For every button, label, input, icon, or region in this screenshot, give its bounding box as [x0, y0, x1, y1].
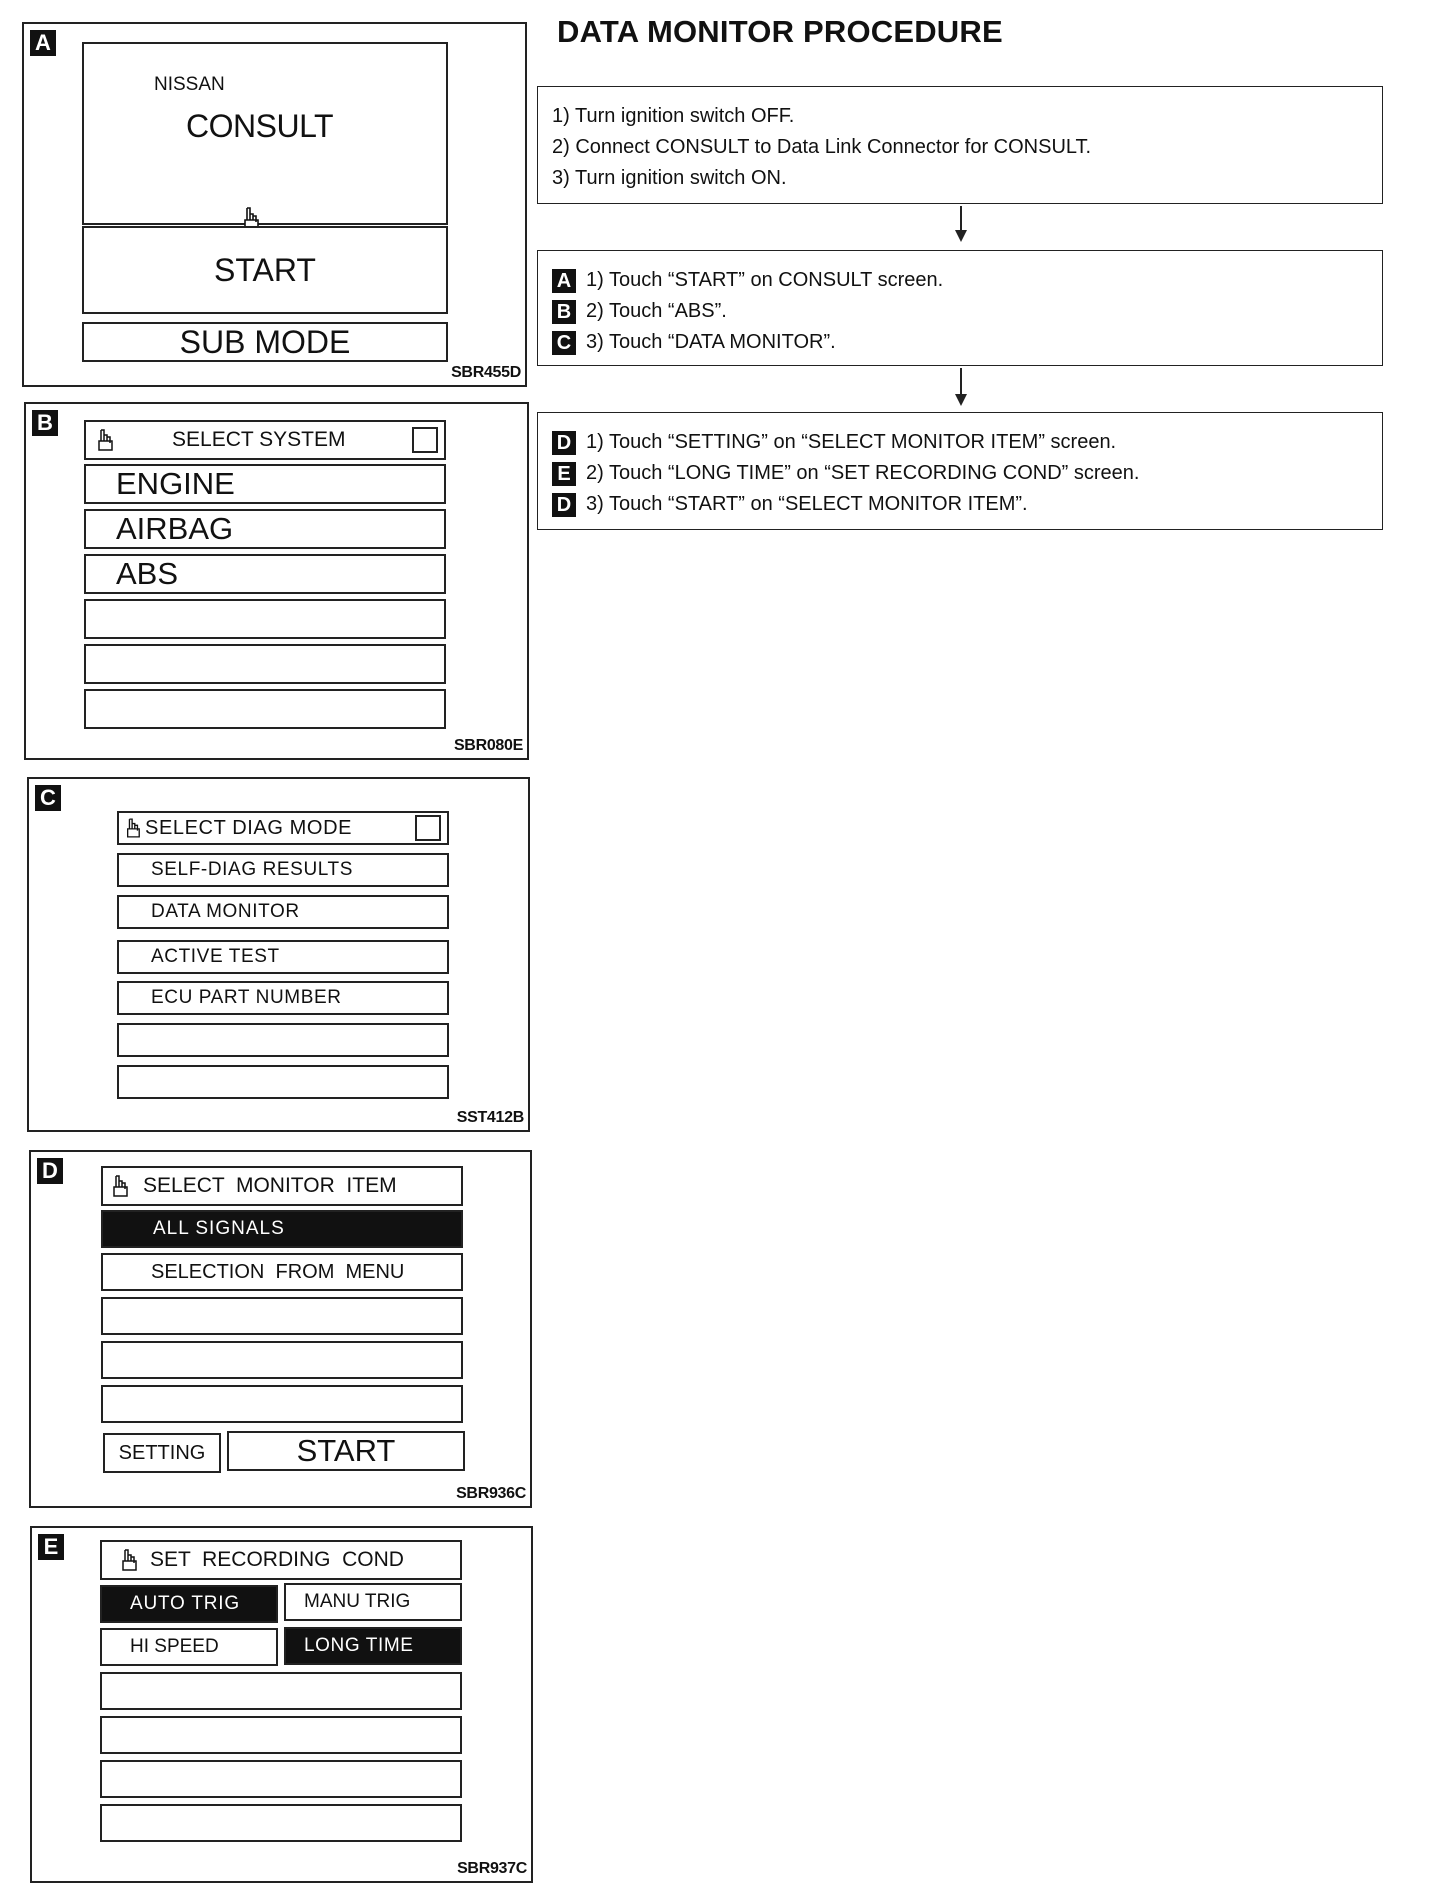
step-text: 3) Touch “DATA MONITOR”. [586, 331, 836, 353]
sub-mode-button[interactable] [82, 322, 448, 362]
square-checkbox-icon[interactable] [415, 815, 441, 841]
manu-trig-button[interactable] [284, 1583, 462, 1621]
step-line [552, 458, 1368, 489]
recording-item-empty[interactable] [100, 1804, 462, 1842]
square-checkbox-icon[interactable] [412, 427, 438, 453]
system-item-airbag[interactable] [84, 509, 446, 549]
figure-letter: E [38, 1534, 64, 1560]
step-box-2 [537, 250, 1383, 366]
figure-code: SBR080E [453, 737, 523, 754]
figure-code: SBR936C [456, 1485, 526, 1502]
diag-item-empty[interactable] [117, 1023, 449, 1057]
airbag-label: AIRBAG [116, 511, 234, 546]
step-tag: B [552, 300, 576, 324]
flow-arrow [960, 206, 962, 232]
step-line [552, 265, 1368, 296]
figure-letter: B [32, 410, 58, 436]
ecu-part-number-label: ECU PART NUMBER [151, 987, 342, 1008]
step-line [552, 327, 1368, 358]
auto-trig-button[interactable] [100, 1585, 278, 1623]
step-line [552, 427, 1368, 458]
recording-item-empty[interactable] [100, 1716, 462, 1754]
auto-trig-label: AUTO TRIG [130, 1593, 240, 1614]
selection-from-menu-label: SELECTION FROM MENU [151, 1260, 405, 1283]
arrow-head-icon [955, 230, 967, 242]
setting-label: SETTING [118, 1441, 206, 1464]
system-item-empty[interactable] [84, 689, 446, 729]
flow-arrow [960, 368, 962, 396]
select-system-header [84, 420, 446, 460]
system-item-empty[interactable] [84, 644, 446, 684]
step-tag: E [552, 462, 576, 486]
arrow-head-icon [955, 394, 967, 406]
figure-letter: D [37, 1158, 63, 1184]
hi-speed-label: HI SPEED [130, 1636, 219, 1657]
diag-item-active-test[interactable] [117, 940, 449, 974]
system-item-abs[interactable] [84, 554, 446, 594]
manu-trig-label: MANU TRIG [304, 1591, 411, 1612]
self-diag-results-label: SELF-DIAG RESULTS [151, 859, 353, 880]
system-item-engine[interactable] [84, 464, 446, 504]
figure-code: SST412B [456, 1109, 524, 1126]
set-recording-cond-header [100, 1540, 462, 1580]
step-text: 2) Touch “ABS”. [586, 300, 727, 322]
start-label: START [296, 1433, 396, 1468]
monitor-item-empty[interactable] [101, 1341, 463, 1379]
diag-item-data-monitor[interactable] [117, 895, 449, 929]
step-box-3 [537, 412, 1383, 530]
step-tag: A [552, 269, 576, 293]
hi-speed-button[interactable] [100, 1628, 278, 1666]
data-monitor-label: DATA MONITOR [151, 901, 300, 922]
step-line [552, 296, 1368, 327]
hand-pointer-icon [125, 817, 141, 839]
all-signals-label: ALL SIGNALS [153, 1218, 285, 1239]
select-diag-mode-label: SELECT DIAG MODE [145, 816, 353, 839]
setting-button[interactable] [103, 1433, 221, 1473]
long-time-button[interactable] [284, 1627, 462, 1665]
page-title: DATA MONITOR PROCEDURE [557, 14, 1003, 49]
step-box-1 [537, 86, 1383, 204]
step-tag: D [552, 431, 576, 455]
long-time-label: LONG TIME [304, 1635, 414, 1656]
figure-c [27, 777, 530, 1132]
consult-splash-screen [82, 42, 448, 225]
figure-e [30, 1526, 533, 1883]
start-button[interactable] [82, 226, 448, 314]
diag-item-self-diag-results[interactable] [117, 853, 449, 887]
select-monitor-item-header [101, 1166, 463, 1206]
step-tag: C [552, 331, 576, 355]
step-tag: D [552, 493, 576, 517]
diag-item-ecu-part-number[interactable] [117, 981, 449, 1015]
engine-label: ENGINE [116, 466, 235, 501]
diag-item-empty[interactable] [117, 1065, 449, 1099]
step-text: 2) Touch “LONG TIME” on “SET RECORDING COND” screen. [586, 462, 1140, 484]
select-system-label: SELECT SYSTEM [172, 428, 346, 451]
hand-pointer-icon [111, 1173, 129, 1199]
select-diag-mode-header [117, 811, 449, 845]
step-text: 1) Touch “START” on CONSULT screen. [586, 269, 944, 291]
step-line [552, 489, 1368, 520]
consult-product: CONSULT [186, 108, 334, 144]
set-recording-cond-label: SET RECORDING COND [150, 1548, 404, 1571]
recording-item-empty[interactable] [100, 1672, 462, 1710]
figure-a [22, 22, 527, 387]
sub-mode-label: SUB MODE [179, 323, 351, 360]
step-text: 3) Touch “START” on “SELECT MONITOR ITEM”. [586, 493, 1028, 515]
figure-letter: A [30, 30, 56, 56]
monitor-item-empty[interactable] [101, 1297, 463, 1335]
step-line: 3) Turn ignition switch ON. [552, 167, 787, 189]
recording-item-empty[interactable] [100, 1760, 462, 1798]
start-label: START [214, 251, 316, 288]
figure-code: SBR937C [457, 1860, 527, 1877]
active-test-label: ACTIVE TEST [151, 946, 280, 967]
nissan-brand: NISSAN [154, 74, 225, 95]
hand-pointer-icon [120, 1547, 138, 1573]
figure-code: SBR455D [451, 364, 521, 381]
all-signals-button[interactable] [101, 1210, 463, 1248]
figure-letter: C [35, 785, 61, 811]
step-text: 1) Touch “SETTING” on “SELECT MONITOR ITEM” screen. [586, 431, 1117, 453]
hand-pointer-icon [96, 428, 114, 452]
figure-b [24, 402, 529, 760]
start-button[interactable] [227, 1431, 465, 1471]
abs-label: ABS [116, 556, 179, 591]
monitor-item-empty[interactable] [101, 1385, 463, 1423]
selection-from-menu-button[interactable] [101, 1253, 463, 1291]
step-line: 1) Turn ignition switch OFF. [552, 105, 795, 127]
step-line: 2) Connect CONSULT to Data Link Connector for CONSULT. [552, 136, 1092, 158]
figure-d [29, 1150, 532, 1508]
select-monitor-item-label: SELECT MONITOR ITEM [143, 1174, 397, 1197]
system-item-empty[interactable] [84, 599, 446, 639]
